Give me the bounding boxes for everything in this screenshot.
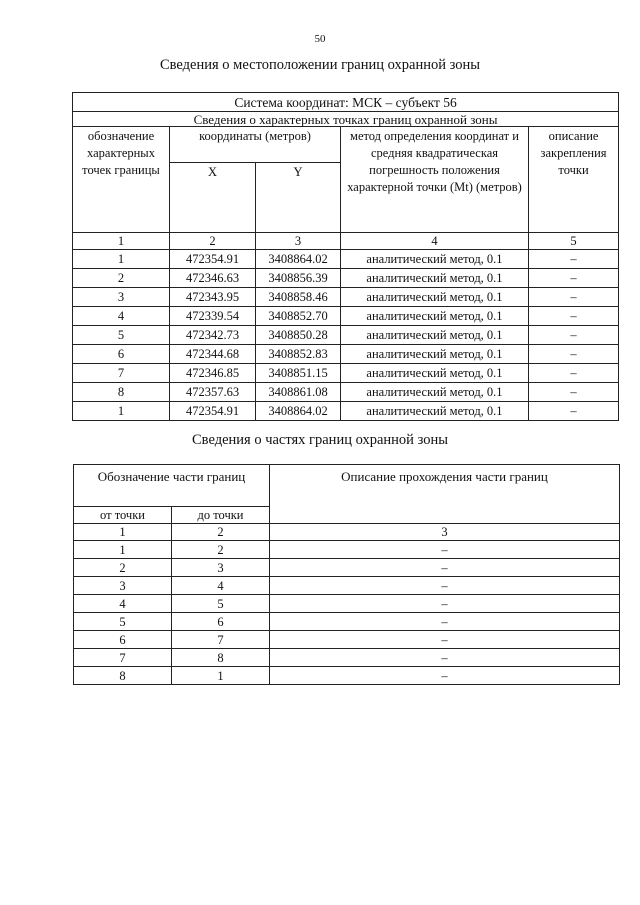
col-x-header: X bbox=[170, 163, 256, 233]
table-row bbox=[74, 541, 620, 559]
page-number: 50 bbox=[314, 33, 326, 45]
to-cell: 7 bbox=[172, 631, 270, 649]
col-from-header: от точки bbox=[74, 507, 172, 524]
desc-cell: – bbox=[529, 269, 619, 288]
desc-cell: – bbox=[529, 402, 619, 421]
coord-system-header: Система координат: МСК – субъект 56 bbox=[73, 93, 619, 112]
from-cell: 2 bbox=[74, 559, 172, 577]
column-number: 3 bbox=[256, 233, 341, 250]
route-cell: – bbox=[270, 667, 620, 685]
from-cell: 8 bbox=[74, 667, 172, 685]
method-cell: аналитический метод, 0.1 bbox=[341, 307, 529, 326]
method-cell: аналитический метод, 0.1 bbox=[341, 326, 529, 345]
method-cell: аналитический метод, 0.1 bbox=[341, 402, 529, 421]
table-row bbox=[74, 667, 620, 685]
x-cell: 472342.73 bbox=[170, 326, 256, 345]
to-cell: 3 bbox=[172, 559, 270, 577]
route-cell: – bbox=[270, 631, 620, 649]
point-cell: 5 bbox=[73, 326, 170, 345]
x-cell: 472343.95 bbox=[170, 288, 256, 307]
point-cell: 4 bbox=[73, 307, 170, 326]
desc-cell: – bbox=[529, 307, 619, 326]
y-cell: 3408858.46 bbox=[256, 288, 341, 307]
col-route-header: Описание прохождения части границ bbox=[270, 465, 620, 524]
method-cell: аналитический метод, 0.1 bbox=[341, 364, 529, 383]
table-row bbox=[73, 250, 619, 269]
table-row bbox=[73, 326, 619, 345]
table-row bbox=[73, 345, 619, 364]
col-coords-header: координаты (метров) bbox=[170, 127, 341, 163]
x-cell: 472339.54 bbox=[170, 307, 256, 326]
col-desc-header: описание закрепления точки bbox=[529, 127, 619, 233]
point-cell: 1 bbox=[73, 250, 170, 269]
column-numbers-row bbox=[73, 233, 619, 250]
table-row bbox=[73, 364, 619, 383]
y-cell: 3408861.08 bbox=[256, 383, 341, 402]
table-row bbox=[73, 402, 619, 421]
method-cell: аналитический метод, 0.1 bbox=[341, 383, 529, 402]
table-row bbox=[74, 613, 620, 631]
column-numbers-row bbox=[74, 524, 620, 541]
table-row bbox=[74, 649, 620, 667]
to-cell: 2 bbox=[172, 541, 270, 559]
column-number: 5 bbox=[529, 233, 619, 250]
to-cell: 1 bbox=[172, 667, 270, 685]
y-cell: 3408852.70 bbox=[256, 307, 341, 326]
table-row bbox=[73, 383, 619, 402]
table-row bbox=[74, 595, 620, 613]
desc-cell: – bbox=[529, 383, 619, 402]
x-cell: 472357.63 bbox=[170, 383, 256, 402]
route-cell: – bbox=[270, 613, 620, 631]
column-number: 3 bbox=[270, 524, 620, 541]
route-cell: – bbox=[270, 559, 620, 577]
col-point-header: обозначение характерных точек границы bbox=[73, 127, 170, 233]
point-cell: 7 bbox=[73, 364, 170, 383]
x-cell: 472354.91 bbox=[170, 250, 256, 269]
table-row bbox=[73, 307, 619, 326]
from-cell: 4 bbox=[74, 595, 172, 613]
column-number: 2 bbox=[170, 233, 256, 250]
table-row bbox=[73, 269, 619, 288]
from-cell: 5 bbox=[74, 613, 172, 631]
points-subtitle: Сведения о характерных точках границ охранной зоны bbox=[73, 112, 619, 127]
x-cell: 472354.91 bbox=[170, 402, 256, 421]
route-cell: – bbox=[270, 595, 620, 613]
x-cell: 472346.85 bbox=[170, 364, 256, 383]
point-cell: 3 bbox=[73, 288, 170, 307]
boundary-parts-table bbox=[73, 464, 620, 685]
point-cell: 2 bbox=[73, 269, 170, 288]
column-number: 1 bbox=[73, 233, 170, 250]
y-cell: 3408851.15 bbox=[256, 364, 341, 383]
method-cell: аналитический метод, 0.1 bbox=[341, 345, 529, 364]
x-cell: 472344.68 bbox=[170, 345, 256, 364]
table-row bbox=[74, 577, 620, 595]
table-row bbox=[73, 288, 619, 307]
method-cell: аналитический метод, 0.1 bbox=[341, 288, 529, 307]
y-cell: 3408864.02 bbox=[256, 402, 341, 421]
point-cell: 1 bbox=[73, 402, 170, 421]
from-cell: 7 bbox=[74, 649, 172, 667]
method-cell: аналитический метод, 0.1 bbox=[341, 269, 529, 288]
to-cell: 6 bbox=[172, 613, 270, 631]
y-cell: 3408864.02 bbox=[256, 250, 341, 269]
method-cell: аналитический метод, 0.1 bbox=[341, 250, 529, 269]
y-cell: 3408856.39 bbox=[256, 269, 341, 288]
desc-cell: – bbox=[529, 326, 619, 345]
col-part-header: Обозначение части границ bbox=[74, 465, 270, 507]
from-cell: 1 bbox=[74, 541, 172, 559]
col-to-header: до точки bbox=[172, 507, 270, 524]
boundary-points-table bbox=[72, 92, 619, 421]
route-cell: – bbox=[270, 649, 620, 667]
from-cell: 3 bbox=[74, 577, 172, 595]
table-row bbox=[74, 631, 620, 649]
to-cell: 5 bbox=[172, 595, 270, 613]
point-cell: 6 bbox=[73, 345, 170, 364]
point-cell: 8 bbox=[73, 383, 170, 402]
document-title: Сведения о местоположении границ охранной зоны bbox=[159, 57, 480, 73]
y-cell: 3408850.28 bbox=[256, 326, 341, 345]
to-cell: 4 bbox=[172, 577, 270, 595]
col-method-header: метод определения координат и средняя квадратическая погрешность положения характерной точки (Mt) (метров) bbox=[341, 127, 529, 233]
desc-cell: – bbox=[529, 288, 619, 307]
y-cell: 3408852.83 bbox=[256, 345, 341, 364]
desc-cell: – bbox=[529, 345, 619, 364]
column-number: 2 bbox=[172, 524, 270, 541]
parts-title: Сведения о частях границ охранной зоны bbox=[192, 432, 448, 448]
route-cell: – bbox=[270, 541, 620, 559]
from-cell: 6 bbox=[74, 631, 172, 649]
col-y-header: Y bbox=[256, 163, 341, 233]
column-number: 1 bbox=[74, 524, 172, 541]
desc-cell: – bbox=[529, 250, 619, 269]
desc-cell: – bbox=[529, 364, 619, 383]
to-cell: 8 bbox=[172, 649, 270, 667]
column-number: 4 bbox=[341, 233, 529, 250]
route-cell: – bbox=[270, 577, 620, 595]
table-row bbox=[74, 559, 620, 577]
x-cell: 472346.63 bbox=[170, 269, 256, 288]
